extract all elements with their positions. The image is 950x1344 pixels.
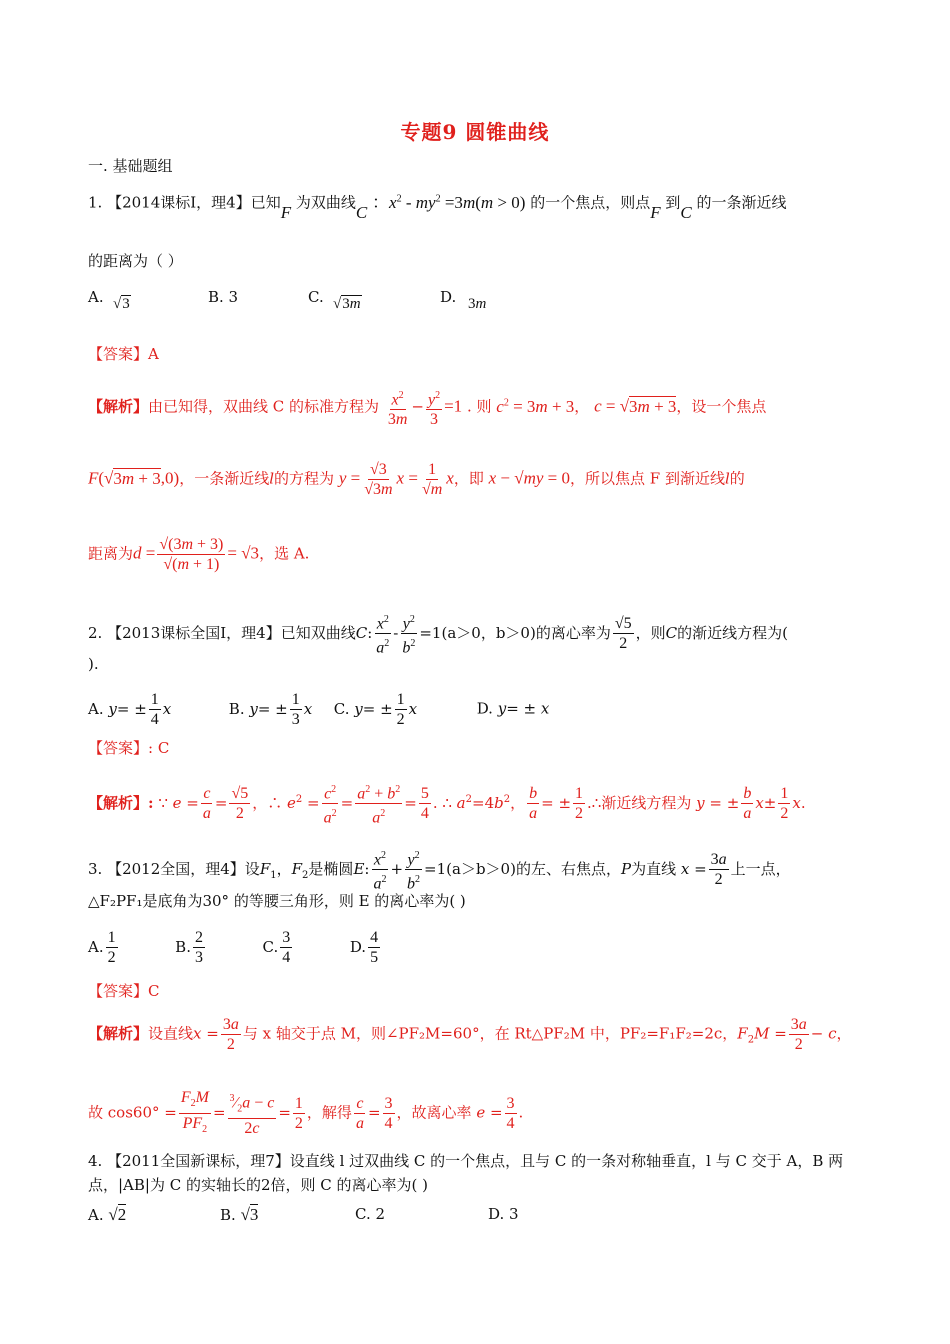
q1-option-c-value: √3m: [333, 296, 361, 312]
q1-solution-line2: F(√3m + 3,0)，一条渐近线l的方程为 y = $\frac{√3}{√3m}$ x = $\frac{1}{√m}$ x，即 x − √my = 0，所以焦点 F 到渐近线l的: [88, 461, 745, 498]
q3-answer: 【答案】C: [88, 982, 160, 1000]
q2-answer: 【答案】: C: [88, 739, 170, 757]
q4-option-a: A. √2: [88, 1205, 127, 1224]
q1-stem: 1. 【2014课标Ⅰ，理4】已知F 为双曲线C ：$x^2 - my^2 =3m(m > 0)$ 的一个焦点，则点F 到C 的一条渐近线: [88, 192, 787, 222]
q1-solution-line3: 距离为d = $\frac{√(3m + 3)}{√(m + 1)}$ = √3，选 A.: [88, 536, 310, 573]
q2-stem: 2. 【2013课标全国Ⅰ，理4】已知双曲线C: $\frac{x^2}{a^2}$ - $\frac{y^2}{b^2}$ =1(a＞0，b＞0)的离心率为 $\frac{√5}{2}$ ，则C的渐近线方程为(: [88, 610, 788, 658]
q2-option-a: A. y= ± $\frac{1}{4}$ x: [88, 691, 172, 728]
q1-stem-cont: 的距离为（ ）: [88, 252, 183, 270]
q4-stem-cont: 点，|AB|为 C 的实轴长的2倍，则 C 的离心率为( ): [88, 1176, 429, 1194]
q4-stem: 4. 【2011全国新课标，理7】设直线 l 过双曲线 C 的一个焦点，且与 C 的一条对称轴垂直，l 与 C 交于 A，B 两: [88, 1152, 844, 1170]
q3-options: [88, 928, 382, 967]
q1-option-a: A.: [88, 288, 104, 306]
q2-solution: 【解析】: ∵ e = $\frac{c}{a}$ = $\frac{√5}{2}$ ，∴ $e^2$ = $\frac{c^2}{a^2}$ = $\frac{a^2 + b^2}{a^2}$ = $\frac{5}{4}$ . ∴ $a^2=4b^2$， $\frac{b}{a}$ = ± $\frac{1}{2}$ .∴渐近线方程为 y = ± $\frac{b}{a}$ x± $\frac{1}{2}$ x.: [88, 780, 806, 828]
q2-stem-cont: ).: [88, 655, 99, 673]
q4-option-c: C. 2: [355, 1205, 386, 1223]
q1-option-b: B. 3: [208, 288, 239, 306]
q3-stem-cont: △F₂PF₁是底角为30° 的等腰三角形，则 E 的离心率为( ): [88, 892, 466, 910]
q1-option-c: C.: [308, 288, 324, 306]
q2-option-c: C. y= ± $\frac{1}{2}$ x: [333, 691, 418, 728]
q3-solution-line2: 故 cos60° = $\frac{F_2M}{PF_2}$ = $\frac{^3⁄_2a - c}{2c}$ = $\frac{1}{2}$ ，解得 $\frac{c}{a}$ = $\frac{3}{4}$ ，故离心率 e = $\frac{3}{4}$ .: [88, 1089, 524, 1138]
q1-answer: 【答案】A: [88, 345, 159, 363]
q3-option-d: D. $\frac{4}{5}$: [349, 929, 379, 966]
q3-option-c: C. $\frac{3}{4}$: [262, 929, 291, 966]
page-title: 专题9 圆锥曲线: [400, 120, 550, 144]
q3-stem: 3. 【2012全国，理4】设$F_1$，$F_2$是椭圆E: $\frac{x^2}{a^2}$ + $\frac{y^2}{b^2}$ =1(a＞b＞0)的左、右焦点，P为直线 x = $\frac{3a}{2}$ 上一点，: [88, 846, 791, 894]
q4-option-b: B. √3: [220, 1205, 259, 1224]
q3-option-b: B. $\frac{2}{3}$: [175, 929, 203, 966]
section-heading: 一. 基础题组: [88, 157, 173, 175]
q1-option-d: D.: [440, 288, 457, 306]
q1-solution-line1: 【解析】由已知得，双曲线 C 的标准方程为 $\frac{x^2}{3m}$ − $\frac{y^2}{3}$ =1 . 则 $c^2 = 3m + 3$， c = √3m + 3，设一个焦点: [88, 386, 766, 429]
q4-option-d: D. 3: [488, 1205, 519, 1223]
q3-solution-line1: 【解析】设直线x = $\frac{3a}{2}$ 与 x 轴交于点 M，则∠PF₂M=60°，在 Rt△PF₂M 中，PF₂=F₁F₂=2c，$F_2M$ = $\frac{3a}{2}$ − c，: [88, 1016, 852, 1053]
q3-option-a: A. $\frac{1}{2}$: [88, 929, 116, 966]
q1-option-d-value: 3m: [468, 296, 487, 312]
q2-option-b: B. y= ± $\frac{1}{3}$ x: [228, 691, 313, 728]
q2-options: [88, 690, 549, 729]
q2-option-d: D. y= ± x: [476, 699, 550, 718]
q1-option-a-value: √3: [113, 296, 130, 312]
